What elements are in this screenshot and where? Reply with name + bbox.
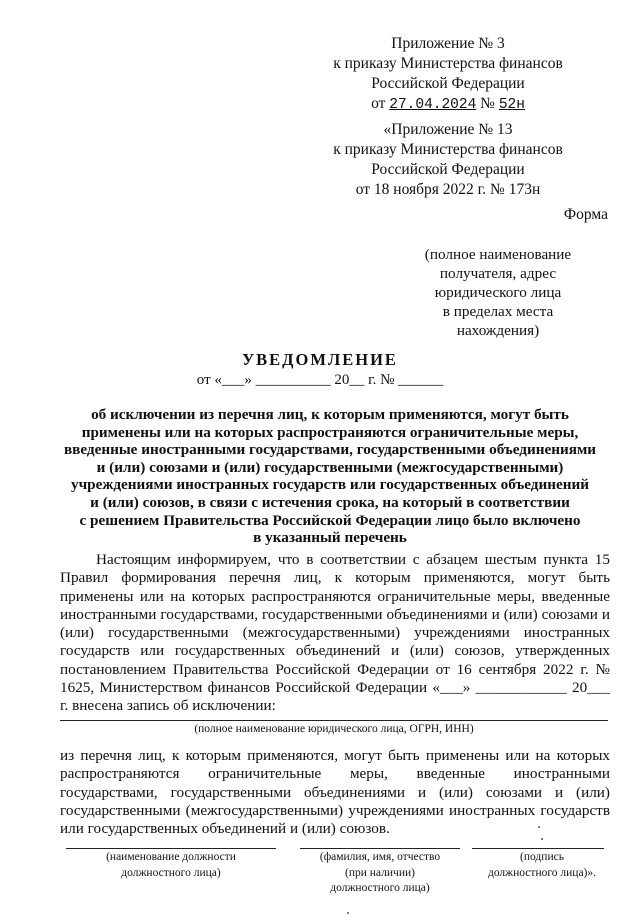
subject-line: и (или) союзов, в связи с истечения срока, на который в соответствии (90, 493, 570, 511)
appendix-13-order: к приказу Министерства финансов (333, 141, 563, 158)
signature-name-caption (300, 850, 460, 897)
notice-subject (60, 406, 600, 547)
recipient-note-line: юридического лица (434, 284, 562, 301)
notice-date-line: от «___» __________ 20__ г. № ______ (196, 372, 444, 388)
position-fill-line (66, 848, 276, 849)
appendix-3-from-label: от (371, 95, 386, 112)
scan-speck (541, 838, 543, 840)
scan-speck (347, 912, 349, 914)
appendix-3-title: Приложение № 3 (391, 35, 505, 52)
signature-position-caption (66, 850, 276, 881)
appendix-13-date: от 18 ноября 2022 г. № 173н (355, 181, 541, 198)
subject-line: применены или на которых распространяются ограничительные меры, (81, 423, 579, 441)
appendix-3-date-line (318, 94, 578, 115)
appendix-3-number-label: № (480, 95, 495, 112)
body-paragraph-2 (60, 747, 610, 838)
appendix-13-title: «Приложение № 13 (383, 121, 513, 138)
subject-line: и (или) союзами и (или) государственными (межгосударственными) (96, 458, 564, 476)
recipient-note-line: получателя, адрес (439, 265, 557, 282)
caption-line: (при наличии) (345, 866, 415, 879)
caption-line: (наименование должности (106, 851, 236, 863)
subject-line: в указанный перечень (253, 529, 407, 547)
form-label: Форма (563, 206, 608, 223)
recipient-note-line: нахождения) (456, 322, 540, 339)
subject-line: введенные иностранными государствами, государственными объединениями (63, 441, 597, 459)
signature-fill-line (472, 848, 604, 849)
appendix-13-header (318, 120, 578, 200)
caption-line: должностного лица)». (487, 866, 597, 879)
appendix-13-federation: Российской Федерации (371, 161, 525, 178)
document-title: УВЕДОМЛЕНИЕ (242, 350, 398, 369)
body-text-1: Настоящим информируем, что в соответствии с абзацем шестым пункта 15 Правил формирования перечня лиц, к которым применяются, могут быть применены или на которых распространяются ограничительные меры, введенные иностранными государствами, государственными объединениями и (или) союзами и (или) государственными (межгосударственными) учреждениями иностранных государств или государственных объединений и (или) союзов, утвержденных постановлением Правительства Российской Федерации от 16 сентября 2022 г. № 1625, Министерством финансов Российской Федерации «___» ____________ 20___ г. внесена запись об исключении: (60, 551, 610, 715)
caption-line: должностного лица) (330, 882, 430, 894)
entity-fill-line (60, 720, 608, 721)
appendix-3-order: к приказу Министерства финансов (333, 55, 563, 72)
appendix-3-federation: Российской Федерации (371, 75, 525, 92)
appendix-3-number: 52н (498, 97, 525, 113)
body-paragraph-1 (60, 551, 610, 716)
appendix-3-header (318, 34, 578, 115)
appendix-3-date: 27.04.2024 (389, 97, 477, 113)
recipient-note-line: в пределах места (442, 303, 554, 320)
scan-speck (538, 826, 540, 828)
name-fill-line (300, 848, 460, 849)
caption-line: (подпись (520, 851, 564, 863)
signature-sign-caption (472, 850, 612, 881)
entity-caption: (полное наименование юридического лица, ОГРН, ИНН) (194, 723, 474, 735)
recipient-note-line: (полное наименование (424, 246, 572, 263)
body-text-2: из перечня лиц, к которым применяются, могут быть применены или на которых распространяются ограничительные меры, введенные иностранными государствами, государственными объединениями и (или) союзами и (или) государственными (межгосударственными) учреждениями иностранных государств или государственных объединений и (или) союзов. (60, 747, 610, 838)
recipient-note (408, 245, 588, 340)
caption-line: (фамилия, имя, отчество (319, 851, 441, 863)
subject-line: об исключении из перечня лиц, к которым применяются, могут быть (91, 406, 569, 423)
subject-line: с решением Правительства Российской Федерации лицо было включено (79, 511, 581, 529)
caption-line: должностного лица) (121, 866, 221, 879)
subject-line: учреждениями иностранных государств или государственных объединений (71, 476, 589, 494)
